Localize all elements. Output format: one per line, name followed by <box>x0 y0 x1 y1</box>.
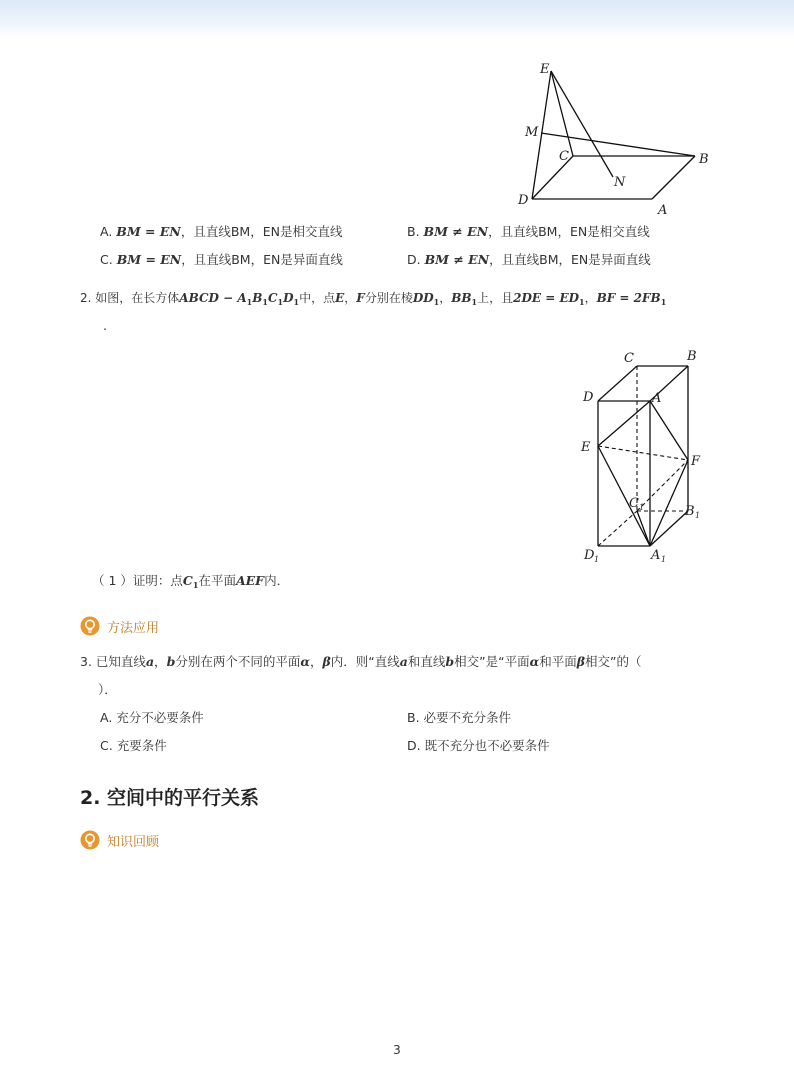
edge-dc <box>598 366 637 401</box>
page-number: 3 <box>393 1043 401 1057</box>
option-label: B. <box>407 710 420 725</box>
option-c[interactable] <box>100 737 167 755</box>
option-text: 充分不必要条件 <box>116 710 204 725</box>
method-application-tag <box>80 616 159 636</box>
math-expr: β <box>322 654 331 669</box>
knowledge-review-tag <box>80 830 159 850</box>
math-expr: a <box>399 654 408 669</box>
math-expr: BM ≠ EN <box>424 252 490 267</box>
option-b[interactable] <box>407 709 511 727</box>
edge-ab <box>652 156 695 199</box>
question-2-period: . <box>103 318 107 333</box>
stem-text: ， <box>584 291 597 305</box>
label-b1: B <box>685 504 695 519</box>
math-expr: E <box>335 291 345 305</box>
lightbulb-icon <box>80 616 100 636</box>
section-heading: 2. 空间中的平行关系 <box>80 787 260 809</box>
edge-ec <box>551 71 573 156</box>
stem-text: ， <box>309 654 323 669</box>
label-d: D <box>518 193 529 208</box>
option-c[interactable] <box>100 251 343 269</box>
math-expr: α <box>300 654 310 669</box>
option-label: B. <box>407 224 420 239</box>
label-e: E <box>540 62 550 77</box>
stem-text: 和平面 <box>539 654 577 669</box>
stem-text: 中，点 <box>299 291 336 305</box>
math-expr: b <box>166 654 176 669</box>
label-a1: A <box>651 548 661 563</box>
option-d[interactable] <box>407 251 651 269</box>
question-3-stem-line-2: ）． <box>98 682 117 697</box>
label-d1-sub: 1 <box>594 555 600 564</box>
stem-text: 相交”的（ <box>585 654 642 669</box>
option-text: ，且直线BM，EN是相交直线 <box>488 224 650 239</box>
math-expr: α <box>529 654 540 669</box>
figure-2-cuboid <box>575 345 715 570</box>
label-a1-sub: 1 <box>661 555 667 564</box>
lightbulb-icon <box>80 830 100 850</box>
math-expr: BM = EN <box>116 224 181 239</box>
option-b[interactable] <box>407 223 650 241</box>
label-e: E <box>581 440 591 455</box>
option-text: ，且直线BM，EN是异面直线 <box>181 252 343 267</box>
option-text: 必要不充分条件 <box>423 710 512 725</box>
tag-label: 知识回顾 <box>107 834 160 850</box>
math-expr: F <box>356 291 365 305</box>
label-c: C <box>624 351 634 366</box>
edge-af <box>650 401 688 460</box>
label-f: F <box>691 454 701 469</box>
edge-ea <box>598 401 650 446</box>
math-expr: AEF <box>235 573 265 588</box>
option-label: A. <box>100 224 113 239</box>
label-a: A <box>658 203 668 218</box>
part-text: 内． <box>264 573 290 588</box>
math-expr: a <box>145 654 155 669</box>
math-expr: $C_1$ <box>182 573 199 590</box>
option-text: ，且直线BM，EN是异面直线 <box>489 252 651 267</box>
question-2-stem <box>80 289 666 311</box>
option-d[interactable] <box>407 737 550 755</box>
label-m: M <box>525 125 539 140</box>
math-expr: BF = $2FB_1$ <box>596 291 667 307</box>
label-c1: C <box>629 496 639 511</box>
math-expr: BM = EN <box>116 252 182 267</box>
edge-ef-hidden <box>598 446 688 460</box>
label-a: A <box>652 391 662 406</box>
label-d1: D <box>584 548 595 563</box>
stem-text: ， <box>154 654 167 669</box>
math-expr: β <box>576 654 586 669</box>
math-expr: ABCD − $A_1B_1C_1D_1$ <box>179 291 300 307</box>
option-label: C. <box>100 738 113 753</box>
math-expr: $2DE = ED_1$ <box>513 291 585 307</box>
label-n: N <box>614 175 626 190</box>
stem-text: 相交”是“平面 <box>454 654 530 669</box>
label-b: B <box>699 152 709 167</box>
stem-text: 和直线 <box>407 654 446 669</box>
option-label: C. <box>100 252 113 267</box>
header-band <box>0 0 794 38</box>
edge-c1f-hidden <box>637 460 688 511</box>
label-d: D <box>583 390 594 405</box>
edge-a1c1 <box>637 511 650 546</box>
math-expr: $BB_1$ <box>451 291 478 307</box>
edge-d1c1-hidden <box>598 511 637 546</box>
option-label: D. <box>407 738 421 753</box>
stem-text: ， <box>344 291 357 305</box>
math-expr: b <box>445 654 455 669</box>
label-b1-sub: 1 <box>695 511 701 520</box>
stem-text: ， <box>439 291 452 305</box>
option-label: A. <box>100 710 113 725</box>
edge-ea1 <box>598 446 650 546</box>
option-text: 充要条件 <box>116 738 167 753</box>
option-a[interactable] <box>100 223 342 241</box>
label-b: B <box>687 349 697 364</box>
part-label: （ 1 ）证明：点 <box>92 573 183 588</box>
stem-text: 分别在两个不同的平面 <box>175 654 301 669</box>
question-3-stem <box>80 653 642 671</box>
label-c1-sub: 1 <box>639 503 645 512</box>
edge-a1b1 <box>650 511 688 546</box>
edge-fa1 <box>650 460 688 546</box>
question-number: 2. <box>80 291 92 305</box>
math-expr: $DD_1$ <box>412 291 440 307</box>
stem-text: 已知直线 <box>95 654 146 669</box>
option-text: 既不充分也不必要条件 <box>424 738 550 753</box>
stem-text: 分别在棱 <box>364 291 413 305</box>
figure-1-diagram <box>500 55 720 220</box>
math-expr: BM ≠ EN <box>423 224 489 239</box>
option-label: D. <box>407 252 421 267</box>
question-number: 3. <box>80 654 92 669</box>
question-2-part-1 <box>92 572 289 594</box>
label-c: C <box>559 149 569 164</box>
stem-text: 内．则“直线 <box>330 654 400 669</box>
option-text: ，且直线BM，EN是相交直线 <box>180 224 343 239</box>
stem-text: 如图，在长方体 <box>95 291 180 305</box>
tag-label: 方法应用 <box>107 620 160 636</box>
option-a[interactable] <box>100 709 204 727</box>
part-text: 在平面 <box>198 573 236 588</box>
stem-text: 上，且 <box>477 291 514 305</box>
